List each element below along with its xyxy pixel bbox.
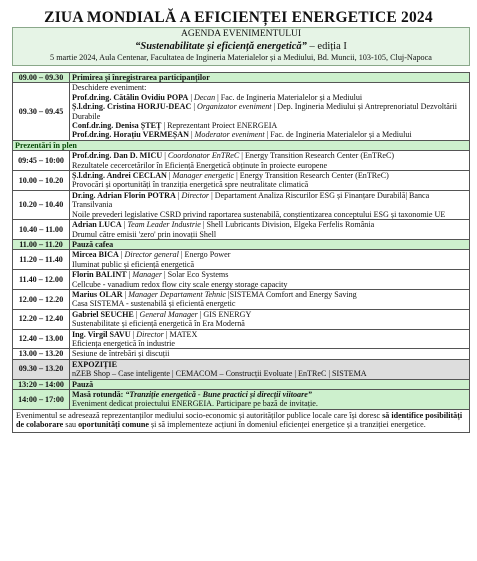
agenda-row <box>13 329 470 349</box>
agenda-footer <box>12 410 470 433</box>
session-details <box>70 379 470 389</box>
time-slot: 12.40 – 13.00 <box>13 329 70 349</box>
agenda-text-segment: Ș.l.dr.ing. Andrei CECLAN <box>72 171 167 181</box>
session-details <box>70 239 470 249</box>
agenda-text-segment: | <box>121 220 128 230</box>
agenda-text-segment: Director <box>181 190 210 200</box>
agenda-text-segment: Casa SISTEMA - sustenabilă și eficientă energetic <box>72 299 236 309</box>
session-line <box>72 102 467 121</box>
agenda-text-segment: | <box>191 102 197 112</box>
session-line <box>72 310 467 319</box>
session-line <box>72 250 467 259</box>
agenda-text-segment: Manager <box>132 270 162 280</box>
session-line <box>72 399 467 408</box>
agenda-text-segment: Prof.dr.ing. Horațiu VERMEȘAN <box>72 130 189 140</box>
session-line <box>72 260 467 269</box>
agenda-text-segment: | Departament Analiza Riscurilor ESG și Finanțare Durabilă| Banca Transilvania <box>72 190 430 210</box>
session-line <box>72 319 467 328</box>
agenda-text-segment: Decan <box>194 92 216 102</box>
time-slot: 09.30 – 13.20 <box>13 359 70 379</box>
agenda-row <box>13 270 470 290</box>
agenda-row <box>13 83 470 140</box>
session-details <box>70 309 470 329</box>
time-slot: 10.00 – 10.20 <box>13 171 70 191</box>
agenda-header <box>12 27 470 66</box>
session-details <box>70 190 470 219</box>
agenda-text-segment: Deschidere eveniment: <box>72 83 147 93</box>
session-details <box>70 349 470 359</box>
page-title: ZIUA MONDIALĂ A EFICIENȚEI ENERGETICE 2024 <box>44 9 433 26</box>
session-line <box>72 270 467 279</box>
session-line <box>72 83 467 92</box>
agenda-text-segment: Marius OLAR <box>72 289 123 299</box>
session-details <box>70 289 470 309</box>
session-details <box>70 220 470 240</box>
session-details <box>70 250 470 270</box>
agenda-text-segment: Manager energetic <box>172 171 235 181</box>
session-line <box>72 390 467 399</box>
session-details <box>70 329 470 349</box>
agenda-row <box>13 349 470 359</box>
session-line <box>72 180 467 189</box>
footer-bold-1: să identifice posibilități de colaborare <box>16 410 463 430</box>
agenda-text-segment: Iluminat public și eficiență energetică <box>72 259 195 269</box>
agenda-text-segment: | Energy Transition Research Center (EnTReC) <box>239 151 395 161</box>
agenda-text-segment: Ing. Virgil SAVU <box>72 329 131 339</box>
agenda-text-segment: | <box>126 270 133 280</box>
agenda-text-segment: | Fac. de Ingineria Materialelor și a Mediului <box>215 92 363 102</box>
agenda-text-segment: Prof.dr.ing. Cătălin Ovidiu POPA <box>72 92 189 102</box>
session-line <box>72 360 467 369</box>
agenda-row <box>13 390 470 410</box>
time-slot: 11.40 – 12.00 <box>13 270 70 290</box>
footer-text-2: sau <box>63 420 79 430</box>
agenda-row <box>13 73 470 83</box>
agenda-row <box>13 239 470 249</box>
footer-text-1: Evenimentul se adresează reprezentanților mediului socio-economic și autorităților publice locale care își doresc <box>16 410 383 420</box>
event-subtitle <box>17 40 465 53</box>
agenda-text-segment: EXPOZIȚIE <box>72 359 117 369</box>
agenda-text-segment: Adrian LUCA <box>72 220 122 230</box>
agenda-text-segment: Provocări și oportunități în tranziția energetică spre neutralitate climatică <box>72 180 309 190</box>
session-details <box>70 83 470 140</box>
session-line <box>72 330 467 339</box>
agenda-row <box>13 171 470 191</box>
time-slot: 11.20 – 11.40 <box>13 250 70 270</box>
agenda-text-segment: | Dep. Ingineria Mediului și Antreprenoriatul Dezvoltării Durabile <box>72 102 458 121</box>
agenda-text-segment: Cellcube - vanadium redox flow city scale energy storage capacity <box>72 279 288 289</box>
agenda-text-segment: | Energy Transition Research Center (EnTReC) <box>234 171 389 181</box>
agenda-text-segment: | Fac. de Ingineria Materialelor și a Mediului <box>264 130 412 140</box>
agenda-row <box>13 190 470 219</box>
session-details <box>70 359 470 379</box>
agenda-text-segment: Eficiența energetică în industrie <box>72 338 176 348</box>
agenda-text-segment: nZEB Shop – Case inteligente | CEMACOM – Construcții Evoluate | EnTReC | SISTEMA <box>72 369 367 379</box>
agenda-text-segment: Prof.dr.ing. Dan D. MICU <box>72 151 163 161</box>
session-line <box>72 121 467 130</box>
agenda-text-segment: Conf.dr.ing. Denisa ȘTEȚ <box>72 121 162 131</box>
agenda-row <box>13 289 470 309</box>
agenda-text-segment: Coordonator EnTReC <box>167 151 240 161</box>
footer-bold-2: oportunități comune <box>78 420 149 430</box>
session-line <box>72 220 467 229</box>
agenda-text-segment: Pauză cafea <box>72 239 114 249</box>
agenda-text-segment: Ș.l.dr.ing. Cristina HORJU-DEAC <box>72 102 192 112</box>
agenda-text-segment: | Energo Power <box>178 250 231 260</box>
agenda-text-segment: |SISTEMA Comfort and Energy Saving <box>225 289 357 299</box>
agenda-text-segment: “Tranziție energetică - Bune practici și direcții viitoare” <box>125 390 312 399</box>
time-slot: 11.00 – 11.20 <box>13 239 70 249</box>
agenda-text-segment: Director <box>136 329 164 339</box>
agenda-text-segment: Eveniment dedicat proiectului ENERGEIA. Participare pe bază de invitație. <box>72 399 318 409</box>
agenda-text-segment: Drumul către emisii 'zero' prin inovații Shell <box>72 229 217 239</box>
session-line <box>72 369 467 378</box>
agenda-text-segment: Director general <box>124 250 179 260</box>
time-slot: 09:45 – 10:00 <box>13 151 70 171</box>
agenda-text-segment: | Reprezentant Proiect ENERGEIA <box>161 121 278 131</box>
agenda-text-segment: | GIS ENERGY <box>197 309 252 319</box>
agenda-text-segment: | <box>166 171 173 181</box>
time-slot: 12.20 – 12.40 <box>13 309 70 329</box>
agenda-text-segment: Primirea și înregistrarea participanților <box>72 73 210 82</box>
agenda-text-segment: | Solar Eco Systems <box>162 270 229 280</box>
agenda-text-segment: | <box>133 309 140 319</box>
agenda-row <box>13 151 470 171</box>
agenda-text-segment: Mircea BICA <box>72 250 119 260</box>
time-slot: 10.40 – 11.00 <box>13 220 70 240</box>
agenda-text-segment: Dr.ing. Adrian Florin POTRA <box>72 190 176 200</box>
agenda-row <box>13 250 470 270</box>
edition-text: – ediția I <box>306 41 347 52</box>
agenda-text-segment: | <box>118 250 125 260</box>
agenda-table <box>12 72 470 410</box>
section-label: Prezentări în plen <box>13 140 470 150</box>
session-details <box>70 390 470 410</box>
agenda-label: AGENDA EVENIMENTULUI <box>180 29 302 39</box>
session-details <box>70 171 470 191</box>
session-line <box>72 130 467 139</box>
session-line <box>72 210 467 219</box>
event-venue: 5 martie 2024, Aula Centenar, Facultatea de Ingineria Materialelor și a Mediului, Bd. Muncii, 103-105, Cluj-Napoca <box>50 53 432 62</box>
agenda-row <box>13 379 470 389</box>
agenda-row <box>13 359 470 379</box>
agenda-text-segment: Sesiune de întrebări și discuții <box>72 349 170 359</box>
agenda-text-segment: Manager Departament Tehnic <box>128 289 226 299</box>
agenda-text-segment: Pauză <box>72 379 94 389</box>
agenda-text-segment: | <box>122 289 129 299</box>
agenda-text-segment: | <box>175 190 182 200</box>
session-line <box>72 171 467 180</box>
agenda-text-segment: | <box>162 151 168 161</box>
time-slot: 13:20 – 14:00 <box>13 379 70 389</box>
time-slot: 12.00 – 12.20 <box>13 289 70 309</box>
agenda-text-segment: | <box>189 130 195 140</box>
agenda-text-segment: Sustenabilitate și eficiență energetică în Era Modernă <box>72 319 245 329</box>
session-line <box>72 299 467 308</box>
session-details <box>70 270 470 290</box>
footer-text-3: și să implementeze acțiuni în domeniul eficienței energetice și a tranziției energetice. <box>148 420 426 430</box>
time-slot: 09.00 – 09.30 <box>13 73 70 83</box>
agenda-text-segment: Gabriel SEUCHE <box>72 309 134 319</box>
agenda-text-segment: Noile prevederi legislative CSRD privind raportarea sustenabilă, conștientizarea conceptului ESG și taxonomie UE <box>72 209 446 219</box>
session-line <box>72 161 467 170</box>
time-slot: 10.20 – 10.40 <box>13 190 70 219</box>
agenda-row <box>13 309 470 329</box>
session-line <box>72 290 467 299</box>
agenda-text-segment: | <box>130 329 137 339</box>
session-details <box>70 73 470 83</box>
session-line <box>72 151 467 160</box>
agenda-text-segment: General Manager <box>139 309 198 319</box>
time-slot: 09.30 – 09.45 <box>13 83 70 140</box>
session-line <box>72 191 467 210</box>
agenda-text-segment: Florin BALINT <box>72 270 127 280</box>
session-line <box>72 230 467 239</box>
session-line <box>72 93 467 102</box>
agenda-row <box>13 220 470 240</box>
agenda-text-segment: Organizator eveniment <box>197 102 272 112</box>
agenda-text-segment: | MATEX <box>163 329 198 339</box>
time-slot: 14:00 – 17:00 <box>13 390 70 410</box>
time-slot: 13.00 – 13.20 <box>13 349 70 359</box>
session-details <box>70 151 470 171</box>
session-line <box>72 280 467 289</box>
subtitle-text: “Sustenabilitate și eficiență energetică” <box>135 41 307 52</box>
agenda-text-segment: Moderator eveniment <box>194 130 265 140</box>
session-line <box>72 339 467 348</box>
agenda-text-segment: Rezultatele cecercetărilor în Eficiență Energetică obținute în proiecte europene <box>72 160 328 170</box>
agenda-text-segment: | <box>188 92 194 102</box>
agenda-text-segment: Masă rotundă: <box>72 390 126 399</box>
agenda-text-segment: | Shell Lubricants Division, Elgeka Ferfelis România <box>200 220 375 230</box>
agenda-text-segment: Team Leader Industrie <box>127 220 201 230</box>
agenda-section-row <box>13 140 470 150</box>
